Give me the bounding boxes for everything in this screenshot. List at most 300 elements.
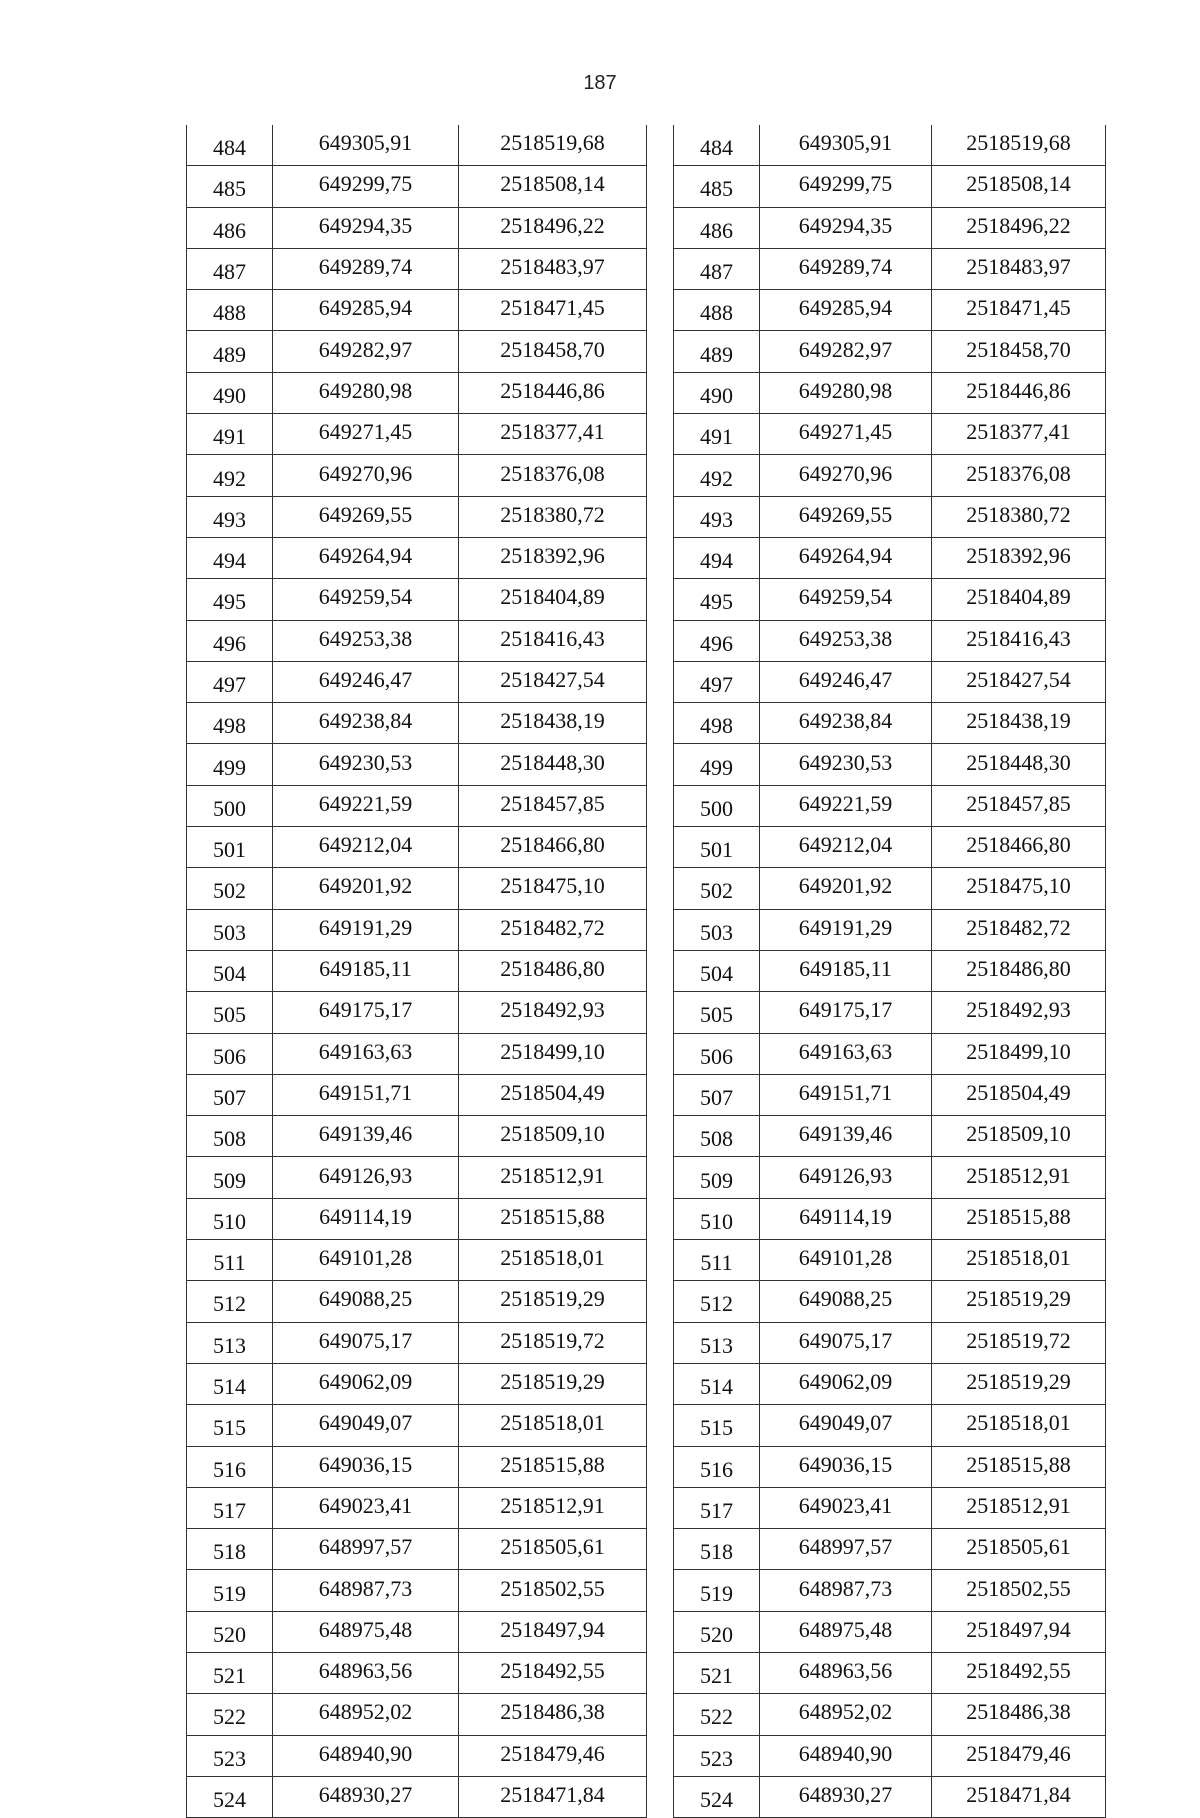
table-row: [187, 1281, 647, 1322]
x-coordinate-cell: 649299,75: [273, 166, 459, 207]
x-coordinate-cell: 649212,04: [760, 827, 932, 868]
table-row: [674, 1116, 1106, 1157]
point-number-cell: 493: [187, 496, 273, 537]
y-coordinate-cell: 2518486,80: [459, 950, 647, 991]
table-row: [187, 1074, 647, 1115]
y-coordinate-cell: 2518519,68: [932, 125, 1106, 166]
point-number-cell: 504: [187, 950, 273, 991]
point-number-cell: 485: [187, 166, 273, 207]
x-coordinate-cell: 649114,19: [273, 1198, 459, 1239]
y-coordinate-cell: 2518377,41: [932, 414, 1106, 455]
table-row: [187, 703, 647, 744]
table-row: [674, 248, 1106, 289]
y-coordinate-cell: 2518505,61: [459, 1529, 647, 1570]
y-coordinate-cell: 2518458,70: [932, 331, 1106, 372]
y-coordinate-cell: 2518380,72: [932, 496, 1106, 537]
y-coordinate-cell: 2518496,22: [459, 207, 647, 248]
table-row: [674, 1529, 1106, 1570]
x-coordinate-cell: 649230,53: [760, 744, 932, 785]
table-row: [674, 909, 1106, 950]
y-coordinate-cell: 2518515,88: [459, 1198, 647, 1239]
y-coordinate-cell: 2518416,43: [932, 620, 1106, 661]
table-row: [674, 661, 1106, 702]
point-number-cell: 507: [187, 1074, 273, 1115]
x-coordinate-cell: 649238,84: [273, 703, 459, 744]
y-coordinate-cell: 2518518,01: [932, 1405, 1106, 1446]
y-coordinate-cell: 2518486,80: [932, 950, 1106, 991]
table-row: [187, 744, 647, 785]
table-row: [187, 1157, 647, 1198]
y-coordinate-cell: 2518519,29: [932, 1363, 1106, 1404]
x-coordinate-cell: 648952,02: [760, 1694, 932, 1735]
y-coordinate-cell: 2518377,41: [459, 414, 647, 455]
table-row: [187, 579, 647, 620]
x-coordinate-cell: 649305,91: [760, 125, 932, 166]
point-number-cell: 484: [187, 125, 273, 166]
y-coordinate-cell: 2518515,88: [459, 1446, 647, 1487]
x-coordinate-cell: 649201,92: [760, 868, 932, 909]
table-row: [674, 785, 1106, 826]
x-coordinate-cell: 649294,35: [273, 207, 459, 248]
x-coordinate-cell: 649185,11: [273, 950, 459, 991]
table-row: [187, 1694, 647, 1735]
point-number-cell: 512: [674, 1281, 760, 1322]
x-coordinate-cell: 649062,09: [273, 1363, 459, 1404]
table-row: [187, 331, 647, 372]
point-number-cell: 509: [674, 1157, 760, 1198]
y-coordinate-cell: 2518492,55: [932, 1652, 1106, 1693]
x-coordinate-cell: 649246,47: [760, 661, 932, 702]
y-coordinate-cell: 2518448,30: [932, 744, 1106, 785]
table-row: [187, 661, 647, 702]
point-number-cell: 519: [674, 1570, 760, 1611]
point-number-cell: 492: [187, 455, 273, 496]
y-coordinate-cell: 2518471,45: [459, 290, 647, 331]
x-coordinate-cell: 649191,29: [760, 909, 932, 950]
y-coordinate-cell: 2518492,93: [932, 992, 1106, 1033]
x-coordinate-cell: 648975,48: [273, 1611, 459, 1652]
point-number-cell: 491: [674, 414, 760, 455]
table-row: [674, 827, 1106, 868]
x-coordinate-cell: 649139,46: [760, 1116, 932, 1157]
point-number-cell: 497: [187, 661, 273, 702]
y-coordinate-cell: 2518471,84: [459, 1776, 647, 1817]
table-row: [674, 125, 1106, 166]
table-row: [674, 868, 1106, 909]
x-coordinate-cell: 649163,63: [760, 1033, 932, 1074]
y-coordinate-cell: 2518392,96: [932, 537, 1106, 578]
y-coordinate-cell: 2518392,96: [459, 537, 647, 578]
y-coordinate-cell: 2518502,55: [932, 1570, 1106, 1611]
table-row: [674, 1652, 1106, 1693]
table-row: [187, 455, 647, 496]
table-row: [674, 331, 1106, 372]
y-coordinate-cell: 2518508,14: [932, 166, 1106, 207]
table-row: [187, 1322, 647, 1363]
x-coordinate-cell: 649075,17: [273, 1322, 459, 1363]
y-coordinate-cell: 2518471,84: [932, 1776, 1106, 1817]
table-row: [187, 1611, 647, 1652]
point-number-cell: 494: [187, 537, 273, 578]
point-number-cell: 524: [674, 1776, 760, 1817]
point-number-cell: 503: [187, 909, 273, 950]
x-coordinate-cell: 649230,53: [273, 744, 459, 785]
point-number-cell: 514: [187, 1363, 273, 1404]
x-coordinate-cell: 649139,46: [273, 1116, 459, 1157]
point-number-cell: 491: [187, 414, 273, 455]
x-coordinate-cell: 649221,59: [273, 785, 459, 826]
table-row: [187, 785, 647, 826]
y-coordinate-cell: 2518457,85: [459, 785, 647, 826]
point-number-cell: 488: [187, 290, 273, 331]
table-row: [187, 909, 647, 950]
x-coordinate-cell: 649259,54: [273, 579, 459, 620]
point-number-cell: 521: [187, 1652, 273, 1693]
y-coordinate-cell: 2518404,89: [459, 579, 647, 620]
point-number-cell: 496: [187, 620, 273, 661]
y-coordinate-cell: 2518446,86: [932, 372, 1106, 413]
table-row: [187, 166, 647, 207]
table-row: [187, 1405, 647, 1446]
x-coordinate-cell: 649221,59: [760, 785, 932, 826]
x-coordinate-cell: 649049,07: [273, 1405, 459, 1446]
point-number-cell: 499: [187, 744, 273, 785]
point-number-cell: 517: [674, 1487, 760, 1528]
y-coordinate-cell: 2518376,08: [932, 455, 1106, 496]
table-row: [674, 1322, 1106, 1363]
point-number-cell: 519: [187, 1570, 273, 1611]
y-coordinate-cell: 2518519,29: [459, 1281, 647, 1322]
y-coordinate-cell: 2518404,89: [932, 579, 1106, 620]
x-coordinate-cell: 648997,57: [760, 1529, 932, 1570]
y-coordinate-cell: 2518512,91: [459, 1157, 647, 1198]
y-coordinate-cell: 2518512,91: [459, 1487, 647, 1528]
y-coordinate-cell: 2518499,10: [459, 1033, 647, 1074]
y-coordinate-cell: 2518519,29: [459, 1363, 647, 1404]
point-number-cell: 511: [187, 1240, 273, 1281]
point-number-cell: 500: [674, 785, 760, 826]
point-number-cell: 504: [674, 950, 760, 991]
y-coordinate-cell: 2518504,49: [459, 1074, 647, 1115]
y-coordinate-cell: 2518509,10: [932, 1116, 1106, 1157]
table-row: [674, 537, 1106, 578]
point-number-cell: 518: [674, 1529, 760, 1570]
x-coordinate-cell: 649036,15: [760, 1446, 932, 1487]
x-coordinate-cell: 649151,71: [273, 1074, 459, 1115]
y-coordinate-cell: 2518376,08: [459, 455, 647, 496]
y-coordinate-cell: 2518466,80: [932, 827, 1106, 868]
table-row: [187, 248, 647, 289]
x-coordinate-cell: 649280,98: [273, 372, 459, 413]
point-number-cell: 503: [674, 909, 760, 950]
point-number-cell: 487: [187, 248, 273, 289]
table-row: [187, 1735, 647, 1776]
y-coordinate-cell: 2518380,72: [459, 496, 647, 537]
y-coordinate-cell: 2518499,10: [932, 1033, 1106, 1074]
point-number-cell: 515: [187, 1405, 273, 1446]
point-number-cell: 501: [674, 827, 760, 868]
x-coordinate-cell: 649270,96: [760, 455, 932, 496]
point-number-cell: 498: [187, 703, 273, 744]
point-number-cell: 505: [187, 992, 273, 1033]
coordinates-table-right: [673, 125, 1106, 1818]
point-number-cell: 487: [674, 248, 760, 289]
y-coordinate-cell: 2518446,86: [459, 372, 647, 413]
table-row: [187, 1776, 647, 1817]
x-coordinate-cell: 649271,45: [273, 414, 459, 455]
table-row: [187, 1240, 647, 1281]
point-number-cell: 511: [674, 1240, 760, 1281]
table-row: [674, 1446, 1106, 1487]
table-row: [187, 1363, 647, 1404]
point-number-cell: 523: [674, 1735, 760, 1776]
x-coordinate-cell: 649289,74: [760, 248, 932, 289]
x-coordinate-cell: 649280,98: [760, 372, 932, 413]
x-coordinate-cell: 649126,93: [760, 1157, 932, 1198]
y-coordinate-cell: 2518486,38: [932, 1694, 1106, 1735]
point-number-cell: 493: [674, 496, 760, 537]
point-number-cell: 498: [674, 703, 760, 744]
point-number-cell: 497: [674, 661, 760, 702]
page-number: 187: [583, 72, 617, 94]
table-row: [674, 1157, 1106, 1198]
y-coordinate-cell: 2518479,46: [459, 1735, 647, 1776]
table-row: [187, 620, 647, 661]
point-number-cell: 508: [187, 1116, 273, 1157]
table-row: [674, 1074, 1106, 1115]
table-row: [674, 579, 1106, 620]
table-row: [187, 950, 647, 991]
point-number-cell: 522: [187, 1694, 273, 1735]
x-coordinate-cell: 648940,90: [760, 1735, 932, 1776]
point-number-cell: 490: [674, 372, 760, 413]
point-number-cell: 499: [674, 744, 760, 785]
y-coordinate-cell: 2518512,91: [932, 1487, 1106, 1528]
y-coordinate-cell: 2518497,94: [932, 1611, 1106, 1652]
coordinates-table-left-body: [187, 125, 647, 1818]
table-row: [187, 496, 647, 537]
table-row: [674, 1363, 1106, 1404]
point-number-cell: 496: [674, 620, 760, 661]
y-coordinate-cell: 2518519,29: [932, 1281, 1106, 1322]
point-number-cell: 524: [187, 1776, 273, 1817]
x-coordinate-cell: 649036,15: [273, 1446, 459, 1487]
y-coordinate-cell: 2518502,55: [459, 1570, 647, 1611]
table-row: [674, 1033, 1106, 1074]
y-coordinate-cell: 2518492,93: [459, 992, 647, 1033]
y-coordinate-cell: 2518438,19: [932, 703, 1106, 744]
point-number-cell: 488: [674, 290, 760, 331]
point-number-cell: 486: [187, 207, 273, 248]
table-row: [674, 1405, 1106, 1446]
coordinates-table-left: [186, 125, 647, 1818]
x-coordinate-cell: 648940,90: [273, 1735, 459, 1776]
table-row: [674, 496, 1106, 537]
x-coordinate-cell: 649299,75: [760, 166, 932, 207]
x-coordinate-cell: 649282,97: [273, 331, 459, 372]
point-number-cell: 486: [674, 207, 760, 248]
x-coordinate-cell: 648987,73: [273, 1570, 459, 1611]
x-coordinate-cell: 649285,94: [760, 290, 932, 331]
y-coordinate-cell: 2518482,72: [932, 909, 1106, 950]
point-number-cell: 516: [187, 1446, 273, 1487]
x-coordinate-cell: 649114,19: [760, 1198, 932, 1239]
x-coordinate-cell: 649023,41: [273, 1487, 459, 1528]
table-row: [674, 414, 1106, 455]
y-coordinate-cell: 2518475,10: [459, 868, 647, 909]
table-row: [187, 1652, 647, 1693]
table-row: [187, 125, 647, 166]
point-number-cell: 506: [674, 1033, 760, 1074]
x-coordinate-cell: 649126,93: [273, 1157, 459, 1198]
table-row: [674, 1694, 1106, 1735]
table-row: [674, 455, 1106, 496]
point-number-cell: 492: [674, 455, 760, 496]
x-coordinate-cell: 649191,29: [273, 909, 459, 950]
x-coordinate-cell: 649075,17: [760, 1322, 932, 1363]
y-coordinate-cell: 2518518,01: [459, 1240, 647, 1281]
y-coordinate-cell: 2518519,72: [932, 1322, 1106, 1363]
y-coordinate-cell: 2518466,80: [459, 827, 647, 868]
x-coordinate-cell: 649101,28: [760, 1240, 932, 1281]
point-number-cell: 502: [187, 868, 273, 909]
table-row: [674, 620, 1106, 661]
point-number-cell: 517: [187, 1487, 273, 1528]
point-number-cell: 522: [674, 1694, 760, 1735]
point-number-cell: 495: [674, 579, 760, 620]
x-coordinate-cell: 649270,96: [273, 455, 459, 496]
table-row: [674, 290, 1106, 331]
table-row: [187, 1033, 647, 1074]
table-row: [187, 1198, 647, 1239]
y-coordinate-cell: 2518497,94: [459, 1611, 647, 1652]
x-coordinate-cell: 648930,27: [760, 1776, 932, 1817]
x-coordinate-cell: 649201,92: [273, 868, 459, 909]
table-row: [187, 290, 647, 331]
y-coordinate-cell: 2518515,88: [932, 1198, 1106, 1239]
y-coordinate-cell: 2518504,49: [932, 1074, 1106, 1115]
y-coordinate-cell: 2518438,19: [459, 703, 647, 744]
table-row: [674, 166, 1106, 207]
x-coordinate-cell: 649289,74: [273, 248, 459, 289]
point-number-cell: 502: [674, 868, 760, 909]
x-coordinate-cell: 649088,25: [760, 1281, 932, 1322]
point-number-cell: 523: [187, 1735, 273, 1776]
x-coordinate-cell: 649023,41: [760, 1487, 932, 1528]
point-number-cell: 508: [674, 1116, 760, 1157]
table-row: [187, 1116, 647, 1157]
table-row: [674, 372, 1106, 413]
point-number-cell: 495: [187, 579, 273, 620]
x-coordinate-cell: 649305,91: [273, 125, 459, 166]
table-row: [187, 372, 647, 413]
table-row: [674, 992, 1106, 1033]
x-coordinate-cell: 649285,94: [273, 290, 459, 331]
x-coordinate-cell: 649264,94: [760, 537, 932, 578]
y-coordinate-cell: 2518519,68: [459, 125, 647, 166]
x-coordinate-cell: 649175,17: [273, 992, 459, 1033]
point-number-cell: 485: [674, 166, 760, 207]
table-row: [674, 1611, 1106, 1652]
y-coordinate-cell: 2518519,72: [459, 1322, 647, 1363]
y-coordinate-cell: 2518479,46: [932, 1735, 1106, 1776]
x-coordinate-cell: 648997,57: [273, 1529, 459, 1570]
x-coordinate-cell: 648975,48: [760, 1611, 932, 1652]
x-coordinate-cell: 649062,09: [760, 1363, 932, 1404]
point-number-cell: 501: [187, 827, 273, 868]
table-row: [187, 207, 647, 248]
x-coordinate-cell: 649175,17: [760, 992, 932, 1033]
y-coordinate-cell: 2518483,97: [459, 248, 647, 289]
y-coordinate-cell: 2518427,54: [459, 661, 647, 702]
table-row: [674, 1240, 1106, 1281]
table-row: [187, 1570, 647, 1611]
point-number-cell: 500: [187, 785, 273, 826]
x-coordinate-cell: 649238,84: [760, 703, 932, 744]
point-number-cell: 516: [674, 1446, 760, 1487]
table-row: [674, 1281, 1106, 1322]
point-number-cell: 489: [187, 331, 273, 372]
x-coordinate-cell: 649269,55: [273, 496, 459, 537]
y-coordinate-cell: 2518483,97: [932, 248, 1106, 289]
x-coordinate-cell: 649163,63: [273, 1033, 459, 1074]
x-coordinate-cell: 649212,04: [273, 827, 459, 868]
point-number-cell: 512: [187, 1281, 273, 1322]
point-number-cell: 520: [674, 1611, 760, 1652]
table-row: [187, 537, 647, 578]
point-number-cell: 494: [674, 537, 760, 578]
x-coordinate-cell: 649088,25: [273, 1281, 459, 1322]
point-number-cell: 518: [187, 1529, 273, 1570]
point-number-cell: 513: [674, 1322, 760, 1363]
point-number-cell: 490: [187, 372, 273, 413]
table-row: [187, 1487, 647, 1528]
x-coordinate-cell: 649151,71: [760, 1074, 932, 1115]
table-row: [187, 1529, 647, 1570]
x-coordinate-cell: 649294,35: [760, 207, 932, 248]
y-coordinate-cell: 2518416,43: [459, 620, 647, 661]
table-row: [674, 1487, 1106, 1528]
y-coordinate-cell: 2518509,10: [459, 1116, 647, 1157]
y-coordinate-cell: 2518518,01: [932, 1240, 1106, 1281]
x-coordinate-cell: 648930,27: [273, 1776, 459, 1817]
y-coordinate-cell: 2518515,88: [932, 1446, 1106, 1487]
y-coordinate-cell: 2518458,70: [459, 331, 647, 372]
y-coordinate-cell: 2518496,22: [932, 207, 1106, 248]
point-number-cell: 515: [674, 1405, 760, 1446]
table-row: [187, 1446, 647, 1487]
x-coordinate-cell: 649185,11: [760, 950, 932, 991]
y-coordinate-cell: 2518492,55: [459, 1652, 647, 1693]
y-coordinate-cell: 2518457,85: [932, 785, 1106, 826]
point-number-cell: 521: [674, 1652, 760, 1693]
point-number-cell: 484: [674, 125, 760, 166]
table-row: [674, 1735, 1106, 1776]
y-coordinate-cell: 2518512,91: [932, 1157, 1106, 1198]
point-number-cell: 507: [674, 1074, 760, 1115]
x-coordinate-cell: 648952,02: [273, 1694, 459, 1735]
x-coordinate-cell: 649101,28: [273, 1240, 459, 1281]
x-coordinate-cell: 649253,38: [273, 620, 459, 661]
point-number-cell: 489: [674, 331, 760, 372]
y-coordinate-cell: 2518482,72: [459, 909, 647, 950]
point-number-cell: 514: [674, 1363, 760, 1404]
y-coordinate-cell: 2518508,14: [459, 166, 647, 207]
x-coordinate-cell: 648963,56: [760, 1652, 932, 1693]
table-row: [187, 414, 647, 455]
x-coordinate-cell: 648963,56: [273, 1652, 459, 1693]
table-row: [674, 207, 1106, 248]
